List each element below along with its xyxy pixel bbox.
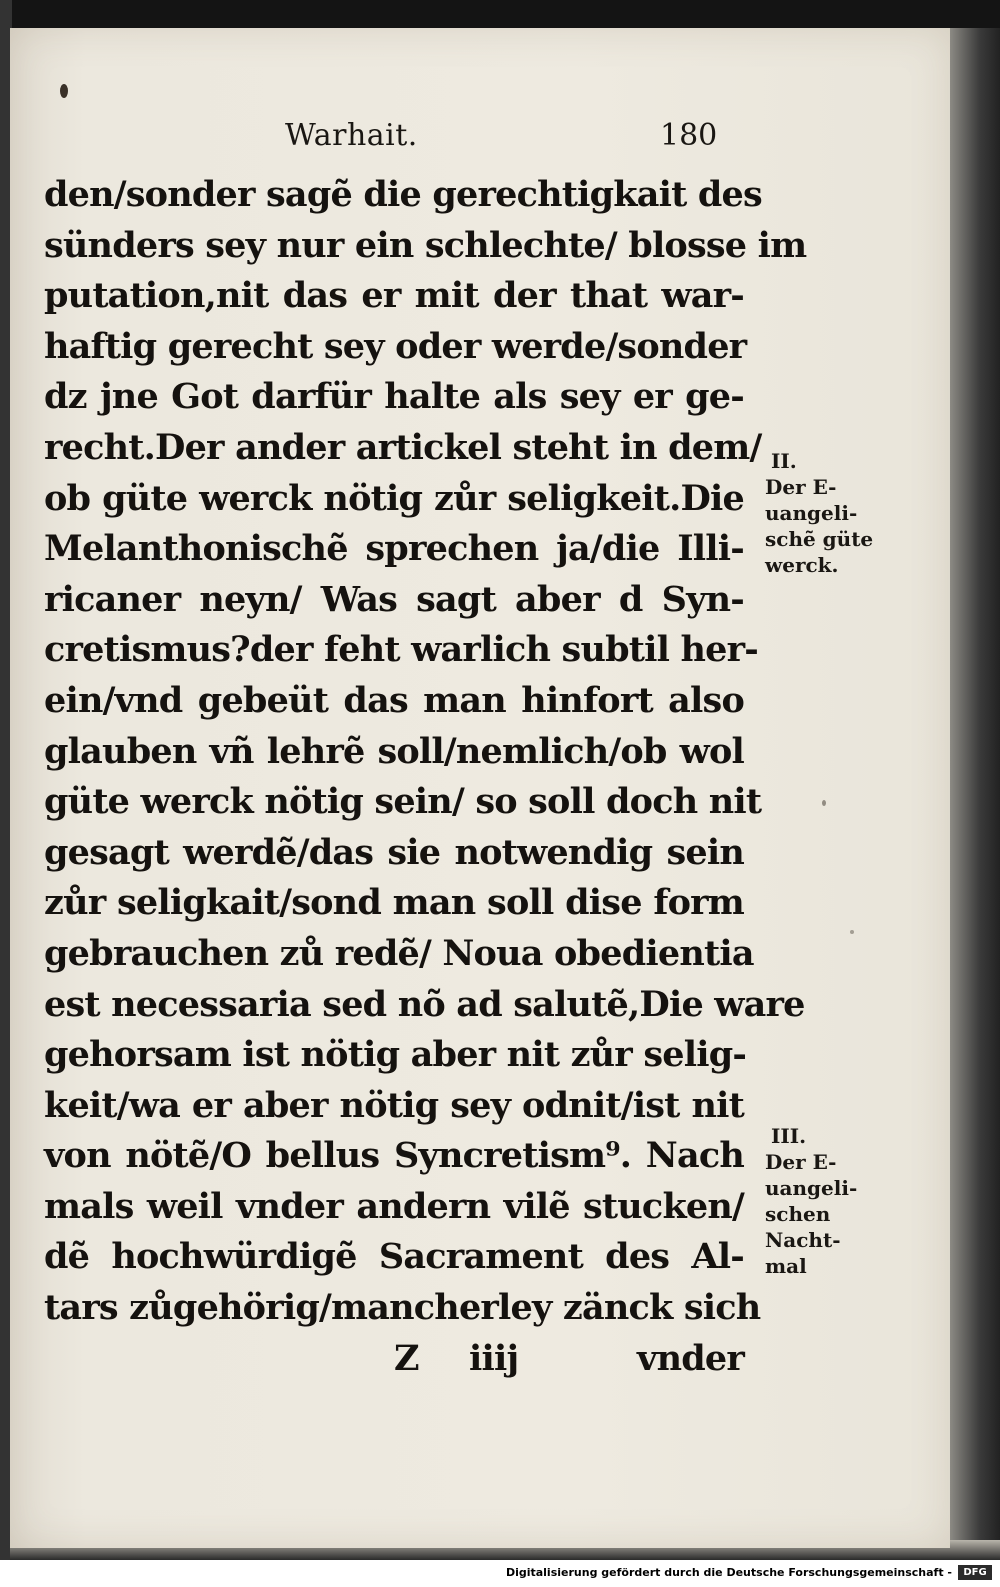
margin-note-line: schen: [765, 1202, 831, 1226]
signature-leaf: iiij: [469, 1337, 519, 1379]
text-line: zůr seligkait/sond man soll dise form: [44, 882, 744, 924]
catchword: vnder: [637, 1337, 744, 1379]
text-line: güte werck nötig sein/ so soll doch nit: [44, 781, 762, 823]
book-right-edge: [950, 28, 1000, 1548]
text-line: gebrauchen zů redẽ/ Noua obedientia: [44, 932, 754, 974]
margin-note-line: uangeli-: [765, 501, 858, 525]
funding-credit: Digitalisierung gefördert durch die Deutsche Forschungsgemeinschaft -: [505, 1566, 952, 1579]
text-line: ein/vnd gebeüt das man hinfort also: [44, 679, 744, 721]
page-number: 180: [660, 118, 718, 153]
text-line: mals weil vnder andern vilẽ stucken/: [44, 1185, 744, 1227]
margin-note-ii: [765, 448, 873, 578]
margin-note-line: werck.: [765, 553, 839, 577]
text-line: glauben vñ lehrẽ soll/nemlich/ob wol: [44, 730, 744, 772]
text-line: gesagt werdẽ/das sie notwendig sein: [44, 831, 744, 873]
margin-note-iii: [765, 1123, 857, 1279]
dfg-logo: DFG: [958, 1565, 992, 1580]
text-line: recht.Der ander artickel steht in dem/: [44, 426, 762, 468]
text-line: ob güte werck nötig zůr seligkeit.Die: [44, 477, 744, 519]
text-line: putation,nit das er mit der that war-: [44, 275, 744, 317]
text-line: sünders sey nur ein schlechte/ blosse im: [44, 224, 807, 266]
text-line: Melanthonischẽ sprechen ja/die Illi-: [44, 528, 744, 570]
text-line: ricaner neyn/ Was sagt aber d Syn-: [44, 578, 744, 620]
margin-note-line: uangeli-: [765, 1176, 858, 1200]
text-line: gehorsam ist nötig aber nit zůr selig-: [44, 1034, 747, 1076]
margin-note-line: schẽ güte: [765, 527, 874, 551]
paper-speck: [850, 930, 854, 934]
paper-speck: [60, 84, 68, 98]
text-line: keit/wa er aber nötig sey odnit/ist nit: [44, 1084, 744, 1126]
text-line: dz jne Got darfür halte als sey er ge-: [44, 376, 744, 418]
margin-note-line: Der E-: [765, 475, 837, 499]
margin-note-line: II.: [771, 449, 797, 473]
text-line: est necessaria sed nõ ad salutẽ,Die ware: [44, 983, 805, 1025]
paper-speck: [822, 800, 826, 806]
text-line: tars zůgehörig/mancherley zänck sich: [44, 1287, 761, 1329]
text-line: dẽ hochwürdigẽ Sacrament des Al-: [44, 1236, 744, 1278]
text-line: cretismus?der feht warlich subtil her-: [44, 629, 758, 671]
book-cover-edge: [0, 0, 1000, 30]
margin-note-line: mal: [765, 1254, 807, 1278]
signature-mark: Z: [394, 1337, 419, 1379]
margin-note-line: Der E-: [765, 1150, 837, 1174]
text-line: von nötẽ/O bellus Syncretism⁹. Nach: [44, 1135, 744, 1177]
text-line: haftig gerecht sey oder werde/sonder: [44, 325, 747, 367]
text-line: den/sonder sagẽ die gerechtigkait des: [44, 174, 762, 215]
margin-note-line: Nacht-: [765, 1228, 841, 1252]
signature-line: [44, 1334, 744, 1385]
margin-note-line: III.: [771, 1124, 807, 1148]
running-head: Warhait.: [285, 118, 418, 153]
